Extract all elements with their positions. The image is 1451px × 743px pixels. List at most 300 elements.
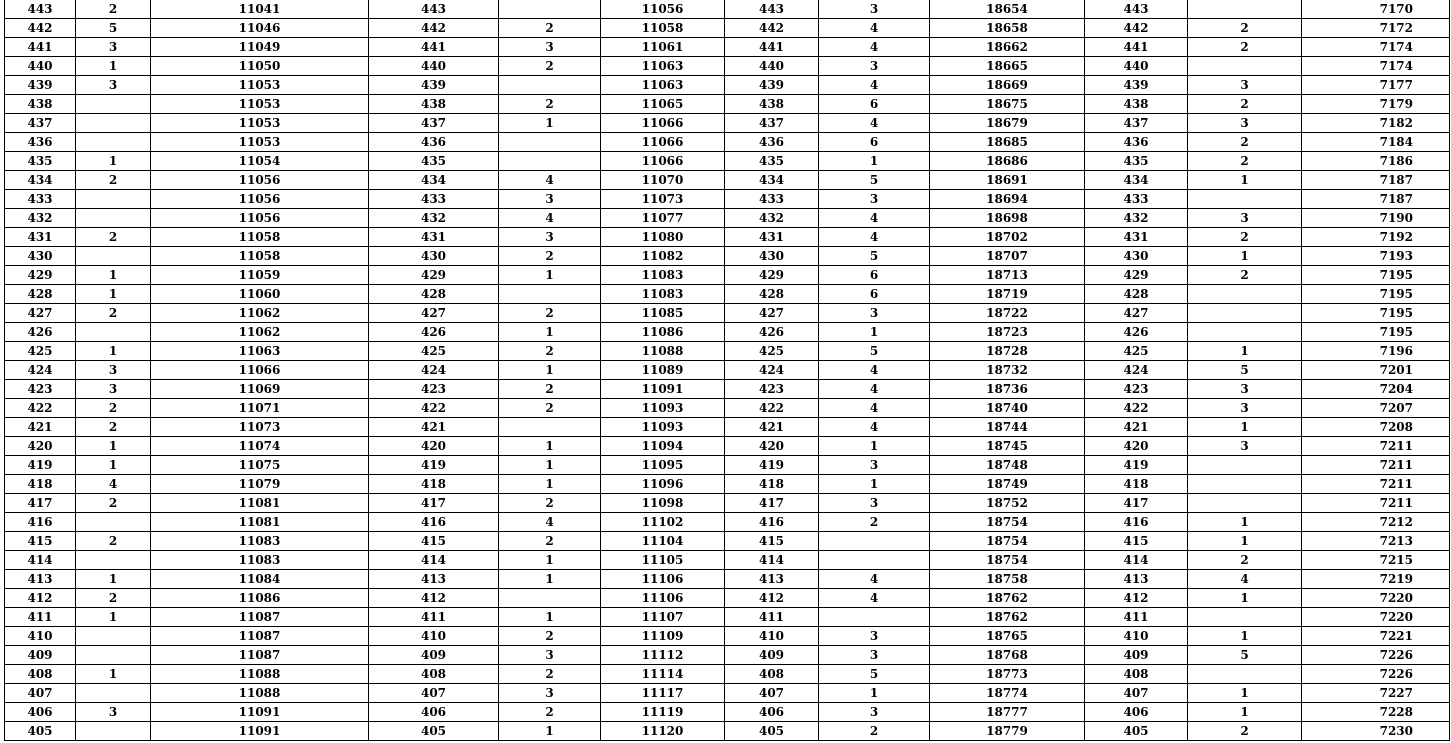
score-cell[interactable]: 414: [725, 551, 819, 570]
count-cell[interactable]: 1: [819, 323, 930, 342]
score-cell[interactable]: 417: [5, 494, 76, 513]
count-cell[interactable]: 1: [76, 665, 151, 684]
score-cell[interactable]: 437: [725, 114, 819, 133]
score-cell[interactable]: 422: [1085, 399, 1188, 418]
cumulative-cell[interactable]: 7195: [1302, 304, 1450, 323]
score-cell[interactable]: 432: [1085, 209, 1188, 228]
count-cell[interactable]: [76, 513, 151, 532]
cumulative-cell[interactable]: 7187: [1302, 190, 1450, 209]
cumulative-cell[interactable]: 18736: [930, 380, 1085, 399]
cumulative-cell[interactable]: 11107: [601, 608, 725, 627]
score-cell[interactable]: 405: [369, 722, 499, 741]
count-cell[interactable]: [76, 646, 151, 665]
count-cell[interactable]: 5: [819, 665, 930, 684]
cumulative-cell[interactable]: 11080: [601, 228, 725, 247]
score-cell[interactable]: 421: [1085, 418, 1188, 437]
score-cell[interactable]: 405: [5, 722, 76, 741]
score-cell[interactable]: 425: [5, 342, 76, 361]
count-cell[interactable]: 1: [76, 570, 151, 589]
score-cell[interactable]: 443: [1085, 0, 1188, 19]
cumulative-cell[interactable]: 11060: [151, 285, 369, 304]
cumulative-cell[interactable]: 18748: [930, 456, 1085, 475]
cumulative-cell[interactable]: 18698: [930, 209, 1085, 228]
score-cell[interactable]: 427: [1085, 304, 1188, 323]
cumulative-cell[interactable]: 11079: [151, 475, 369, 494]
score-cell[interactable]: 432: [369, 209, 499, 228]
count-cell[interactable]: 1: [1188, 171, 1302, 190]
cumulative-cell[interactable]: 11120: [601, 722, 725, 741]
count-cell[interactable]: 3: [499, 646, 601, 665]
cumulative-cell[interactable]: 18691: [930, 171, 1085, 190]
score-cell[interactable]: 414: [369, 551, 499, 570]
count-cell[interactable]: [1188, 456, 1302, 475]
score-cell[interactable]: 436: [5, 133, 76, 152]
count-cell[interactable]: [499, 285, 601, 304]
score-cell[interactable]: 424: [369, 361, 499, 380]
score-cell[interactable]: 409: [1085, 646, 1188, 665]
cumulative-cell[interactable]: 11096: [601, 475, 725, 494]
cumulative-cell[interactable]: 7211: [1302, 475, 1450, 494]
cumulative-cell[interactable]: 18754: [930, 513, 1085, 532]
cumulative-cell[interactable]: 7193: [1302, 247, 1450, 266]
count-cell[interactable]: 2: [1188, 95, 1302, 114]
cumulative-cell[interactable]: 11086: [151, 589, 369, 608]
score-cell[interactable]: 418: [725, 475, 819, 494]
count-cell[interactable]: 3: [76, 76, 151, 95]
score-cell[interactable]: 439: [725, 76, 819, 95]
cumulative-cell[interactable]: 11061: [601, 38, 725, 57]
score-cell[interactable]: 421: [369, 418, 499, 437]
count-cell[interactable]: 2: [499, 494, 601, 513]
score-cell[interactable]: 440: [5, 57, 76, 76]
score-cell[interactable]: 417: [725, 494, 819, 513]
score-cell[interactable]: 442: [725, 19, 819, 38]
score-cell[interactable]: 435: [1085, 152, 1188, 171]
score-cell[interactable]: 426: [725, 323, 819, 342]
score-cell[interactable]: 437: [5, 114, 76, 133]
cumulative-cell[interactable]: 11112: [601, 646, 725, 665]
score-cell[interactable]: 410: [5, 627, 76, 646]
cumulative-cell[interactable]: 18758: [930, 570, 1085, 589]
count-cell[interactable]: [76, 114, 151, 133]
cumulative-cell[interactable]: 18702: [930, 228, 1085, 247]
count-cell[interactable]: 2: [499, 380, 601, 399]
cumulative-cell[interactable]: 11085: [601, 304, 725, 323]
count-cell[interactable]: [76, 684, 151, 703]
count-cell[interactable]: 5: [1188, 646, 1302, 665]
count-cell[interactable]: 1: [76, 266, 151, 285]
cumulative-cell[interactable]: 11083: [151, 551, 369, 570]
count-cell[interactable]: 4: [819, 589, 930, 608]
cumulative-cell[interactable]: 11049: [151, 38, 369, 57]
score-cell[interactable]: 421: [5, 418, 76, 437]
count-cell[interactable]: 2: [1188, 722, 1302, 741]
cumulative-cell[interactable]: 7182: [1302, 114, 1450, 133]
count-cell[interactable]: 5: [819, 247, 930, 266]
cumulative-cell[interactable]: 18779: [930, 722, 1085, 741]
score-cell[interactable]: 427: [369, 304, 499, 323]
count-cell[interactable]: 5: [1188, 361, 1302, 380]
count-cell[interactable]: 4: [819, 114, 930, 133]
score-cell[interactable]: 412: [725, 589, 819, 608]
score-cell[interactable]: 442: [1085, 19, 1188, 38]
cumulative-cell[interactable]: 11063: [151, 342, 369, 361]
count-cell[interactable]: 2: [499, 532, 601, 551]
cumulative-cell[interactable]: 7226: [1302, 646, 1450, 665]
score-cell[interactable]: 429: [5, 266, 76, 285]
count-cell[interactable]: 4: [819, 228, 930, 247]
score-cell[interactable]: 433: [5, 190, 76, 209]
score-cell[interactable]: 412: [1085, 589, 1188, 608]
cumulative-cell[interactable]: 11056: [151, 190, 369, 209]
cumulative-cell[interactable]: 18713: [930, 266, 1085, 285]
score-cell[interactable]: 417: [1085, 494, 1188, 513]
count-cell[interactable]: 2: [1188, 152, 1302, 171]
score-cell[interactable]: 408: [5, 665, 76, 684]
score-cell[interactable]: 413: [5, 570, 76, 589]
score-cell[interactable]: 416: [1085, 513, 1188, 532]
cumulative-cell[interactable]: 7211: [1302, 456, 1450, 475]
score-cell[interactable]: 411: [725, 608, 819, 627]
score-cell[interactable]: 438: [369, 95, 499, 114]
score-cell[interactable]: 426: [5, 323, 76, 342]
count-cell[interactable]: 3: [76, 361, 151, 380]
cumulative-cell[interactable]: 7212: [1302, 513, 1450, 532]
cumulative-cell[interactable]: 11094: [601, 437, 725, 456]
count-cell[interactable]: [499, 418, 601, 437]
cumulative-cell[interactable]: 11095: [601, 456, 725, 475]
cumulative-cell[interactable]: 7184: [1302, 133, 1450, 152]
count-cell[interactable]: 5: [819, 171, 930, 190]
cumulative-cell[interactable]: 11063: [601, 76, 725, 95]
count-cell[interactable]: 1: [1188, 627, 1302, 646]
count-cell[interactable]: 4: [1188, 570, 1302, 589]
count-cell[interactable]: 3: [499, 190, 601, 209]
cumulative-cell[interactable]: 18665: [930, 57, 1085, 76]
count-cell[interactable]: [76, 95, 151, 114]
count-cell[interactable]: 2: [1188, 133, 1302, 152]
cumulative-cell[interactable]: 11106: [601, 589, 725, 608]
cumulative-cell[interactable]: 7213: [1302, 532, 1450, 551]
score-cell[interactable]: 422: [5, 399, 76, 418]
count-cell[interactable]: 4: [819, 380, 930, 399]
cumulative-cell[interactable]: 7190: [1302, 209, 1450, 228]
score-cell[interactable]: 425: [369, 342, 499, 361]
count-cell[interactable]: 2: [76, 399, 151, 418]
cumulative-cell[interactable]: 11054: [151, 152, 369, 171]
cumulative-cell[interactable]: 7172: [1302, 19, 1450, 38]
count-cell[interactable]: 1: [76, 285, 151, 304]
score-cell[interactable]: 434: [369, 171, 499, 190]
score-cell[interactable]: 408: [1085, 665, 1188, 684]
score-cell[interactable]: 431: [725, 228, 819, 247]
score-cell[interactable]: 440: [725, 57, 819, 76]
score-cell[interactable]: 415: [369, 532, 499, 551]
count-cell[interactable]: 3: [819, 456, 930, 475]
score-cell[interactable]: 438: [5, 95, 76, 114]
cumulative-cell[interactable]: 18744: [930, 418, 1085, 437]
cumulative-cell[interactable]: 18773: [930, 665, 1085, 684]
score-cell[interactable]: 423: [369, 380, 499, 399]
cumulative-cell[interactable]: 11083: [601, 266, 725, 285]
cumulative-cell[interactable]: 7208: [1302, 418, 1450, 437]
cumulative-cell[interactable]: 18728: [930, 342, 1085, 361]
count-cell[interactable]: [1188, 494, 1302, 513]
score-cell[interactable]: 406: [725, 703, 819, 722]
cumulative-cell[interactable]: 7177: [1302, 76, 1450, 95]
cumulative-cell[interactable]: 11106: [601, 570, 725, 589]
score-cell[interactable]: 418: [369, 475, 499, 494]
cumulative-cell[interactable]: 11117: [601, 684, 725, 703]
count-cell[interactable]: 3: [76, 380, 151, 399]
count-cell[interactable]: [1188, 323, 1302, 342]
count-cell[interactable]: 3: [819, 646, 930, 665]
score-cell[interactable]: 436: [1085, 133, 1188, 152]
cumulative-cell[interactable]: 11093: [601, 399, 725, 418]
cumulative-cell[interactable]: 18754: [930, 532, 1085, 551]
cumulative-cell[interactable]: 18722: [930, 304, 1085, 323]
score-cell[interactable]: 422: [725, 399, 819, 418]
count-cell[interactable]: 2: [499, 247, 601, 266]
score-cell[interactable]: 431: [5, 228, 76, 247]
count-cell[interactable]: [76, 133, 151, 152]
cumulative-cell[interactable]: 7195: [1302, 285, 1450, 304]
cumulative-cell[interactable]: 11089: [601, 361, 725, 380]
count-cell[interactable]: 1: [1188, 247, 1302, 266]
count-cell[interactable]: 1: [76, 342, 151, 361]
score-cell[interactable]: 432: [725, 209, 819, 228]
cumulative-cell[interactable]: 11102: [601, 513, 725, 532]
score-cell[interactable]: 436: [369, 133, 499, 152]
cumulative-cell[interactable]: 18662: [930, 38, 1085, 57]
score-cell[interactable]: 415: [725, 532, 819, 551]
count-cell[interactable]: 2: [499, 19, 601, 38]
score-cell[interactable]: 419: [369, 456, 499, 475]
cumulative-cell[interactable]: 11053: [151, 133, 369, 152]
count-cell[interactable]: [1188, 304, 1302, 323]
count-cell[interactable]: 6: [819, 266, 930, 285]
count-cell[interactable]: 2: [499, 304, 601, 323]
score-cell[interactable]: 433: [725, 190, 819, 209]
count-cell[interactable]: 1: [819, 684, 930, 703]
cumulative-cell[interactable]: 11066: [601, 133, 725, 152]
count-cell[interactable]: 3: [76, 38, 151, 57]
count-cell[interactable]: 1: [499, 266, 601, 285]
score-cell[interactable]: 442: [5, 19, 76, 38]
cumulative-cell[interactable]: 18777: [930, 703, 1085, 722]
count-cell[interactable]: 1: [76, 608, 151, 627]
count-cell[interactable]: [1188, 475, 1302, 494]
cumulative-cell[interactable]: 11093: [601, 418, 725, 437]
score-cell[interactable]: 443: [725, 0, 819, 19]
score-cell[interactable]: 439: [5, 76, 76, 95]
cumulative-cell[interactable]: 11081: [151, 513, 369, 532]
cumulative-cell[interactable]: 18740: [930, 399, 1085, 418]
cumulative-cell[interactable]: 7179: [1302, 95, 1450, 114]
score-cell[interactable]: 419: [1085, 456, 1188, 475]
cumulative-cell[interactable]: 18719: [930, 285, 1085, 304]
count-cell[interactable]: 3: [1188, 209, 1302, 228]
cumulative-cell[interactable]: 18669: [930, 76, 1085, 95]
count-cell[interactable]: 6: [819, 133, 930, 152]
cumulative-cell[interactable]: 18752: [930, 494, 1085, 513]
score-cell[interactable]: 428: [1085, 285, 1188, 304]
count-cell[interactable]: 1: [499, 323, 601, 342]
count-cell[interactable]: 1: [499, 551, 601, 570]
score-cell[interactable]: 443: [369, 0, 499, 19]
score-cell[interactable]: 406: [5, 703, 76, 722]
count-cell[interactable]: 1: [499, 456, 601, 475]
count-cell[interactable]: 2: [76, 418, 151, 437]
cumulative-cell[interactable]: 18762: [930, 608, 1085, 627]
count-cell[interactable]: 3: [819, 627, 930, 646]
count-cell[interactable]: 3: [1188, 399, 1302, 418]
score-cell[interactable]: 435: [5, 152, 76, 171]
score-cell[interactable]: 415: [1085, 532, 1188, 551]
score-cell[interactable]: 413: [369, 570, 499, 589]
cumulative-cell[interactable]: 18774: [930, 684, 1085, 703]
cumulative-cell[interactable]: 11098: [601, 494, 725, 513]
score-cell[interactable]: 431: [369, 228, 499, 247]
score-cell[interactable]: 435: [369, 152, 499, 171]
score-cell[interactable]: 418: [1085, 475, 1188, 494]
count-cell[interactable]: 1: [499, 608, 601, 627]
cumulative-cell[interactable]: 11074: [151, 437, 369, 456]
count-cell[interactable]: 5: [76, 19, 151, 38]
cumulative-cell[interactable]: 11062: [151, 323, 369, 342]
count-cell[interactable]: 2: [76, 494, 151, 513]
cumulative-cell[interactable]: 7204: [1302, 380, 1450, 399]
cumulative-cell[interactable]: 11062: [151, 304, 369, 323]
count-cell[interactable]: [76, 190, 151, 209]
score-cell[interactable]: 429: [369, 266, 499, 285]
score-cell[interactable]: 441: [5, 38, 76, 57]
count-cell[interactable]: 2: [1188, 551, 1302, 570]
score-cell[interactable]: 419: [725, 456, 819, 475]
score-cell[interactable]: 441: [725, 38, 819, 57]
count-cell[interactable]: 2: [499, 342, 601, 361]
score-cell[interactable]: 420: [1085, 437, 1188, 456]
count-cell[interactable]: [1188, 285, 1302, 304]
cumulative-cell[interactable]: 11083: [601, 285, 725, 304]
count-cell[interactable]: 1: [499, 114, 601, 133]
count-cell[interactable]: 3: [819, 190, 930, 209]
cumulative-cell[interactable]: 7186: [1302, 152, 1450, 171]
count-cell[interactable]: [76, 323, 151, 342]
count-cell[interactable]: [499, 0, 601, 19]
score-cell[interactable]: 433: [1085, 190, 1188, 209]
count-cell[interactable]: 2: [819, 722, 930, 741]
cumulative-cell[interactable]: 11056: [151, 171, 369, 190]
score-cell[interactable]: 420: [5, 437, 76, 456]
count-cell[interactable]: 3: [499, 228, 601, 247]
cumulative-cell[interactable]: 7226: [1302, 665, 1450, 684]
score-cell[interactable]: 440: [369, 57, 499, 76]
count-cell[interactable]: 1: [1188, 703, 1302, 722]
score-cell[interactable]: 428: [5, 285, 76, 304]
cumulative-cell[interactable]: 7211: [1302, 437, 1450, 456]
count-cell[interactable]: 2: [76, 171, 151, 190]
count-cell[interactable]: 1: [499, 570, 601, 589]
cumulative-cell[interactable]: 11091: [601, 380, 725, 399]
cumulative-cell[interactable]: 7220: [1302, 589, 1450, 608]
cumulative-cell[interactable]: 7174: [1302, 38, 1450, 57]
count-cell[interactable]: [499, 589, 601, 608]
score-cell[interactable]: 423: [1085, 380, 1188, 399]
count-cell[interactable]: 1: [499, 475, 601, 494]
count-cell[interactable]: 4: [819, 399, 930, 418]
cumulative-cell[interactable]: 7215: [1302, 551, 1450, 570]
count-cell[interactable]: [1188, 608, 1302, 627]
count-cell[interactable]: 1: [499, 437, 601, 456]
cumulative-cell[interactable]: 18707: [930, 247, 1085, 266]
count-cell[interactable]: [499, 152, 601, 171]
count-cell[interactable]: [1188, 0, 1302, 19]
cumulative-cell[interactable]: 11119: [601, 703, 725, 722]
count-cell[interactable]: 1: [76, 456, 151, 475]
score-cell[interactable]: 408: [725, 665, 819, 684]
cumulative-cell[interactable]: 18762: [930, 589, 1085, 608]
count-cell[interactable]: 2: [76, 589, 151, 608]
count-cell[interactable]: [1188, 190, 1302, 209]
cumulative-cell[interactable]: 11066: [601, 114, 725, 133]
score-cell[interactable]: 413: [1085, 570, 1188, 589]
cumulative-cell[interactable]: 11075: [151, 456, 369, 475]
score-cell[interactable]: 410: [369, 627, 499, 646]
cumulative-cell[interactable]: 11084: [151, 570, 369, 589]
count-cell[interactable]: 2: [1188, 38, 1302, 57]
cumulative-cell[interactable]: 11087: [151, 646, 369, 665]
cumulative-cell[interactable]: 11073: [601, 190, 725, 209]
score-cell[interactable]: 413: [725, 570, 819, 589]
cumulative-cell[interactable]: 18685: [930, 133, 1085, 152]
cumulative-cell[interactable]: 11073: [151, 418, 369, 437]
cumulative-cell[interactable]: 7196: [1302, 342, 1450, 361]
score-cell[interactable]: 416: [369, 513, 499, 532]
count-cell[interactable]: [499, 133, 601, 152]
score-cell[interactable]: 426: [1085, 323, 1188, 342]
count-cell[interactable]: [76, 551, 151, 570]
cumulative-cell[interactable]: 7219: [1302, 570, 1450, 589]
score-cell[interactable]: 416: [725, 513, 819, 532]
count-cell[interactable]: 4: [819, 76, 930, 95]
count-cell[interactable]: 4: [819, 38, 930, 57]
cumulative-cell[interactable]: 7207: [1302, 399, 1450, 418]
count-cell[interactable]: [1188, 665, 1302, 684]
count-cell[interactable]: 3: [819, 0, 930, 19]
score-cell[interactable]: 441: [369, 38, 499, 57]
cumulative-cell[interactable]: 7195: [1302, 266, 1450, 285]
cumulative-cell[interactable]: 11058: [151, 228, 369, 247]
score-cell[interactable]: 421: [725, 418, 819, 437]
cumulative-cell[interactable]: 11077: [601, 209, 725, 228]
cumulative-cell[interactable]: 7187: [1302, 171, 1450, 190]
count-cell[interactable]: 1: [499, 722, 601, 741]
count-cell[interactable]: 3: [1188, 437, 1302, 456]
score-cell[interactable]: 442: [369, 19, 499, 38]
score-cell[interactable]: 438: [725, 95, 819, 114]
count-cell[interactable]: 2: [819, 513, 930, 532]
cumulative-cell[interactable]: 18723: [930, 323, 1085, 342]
score-cell[interactable]: 427: [725, 304, 819, 323]
count-cell[interactable]: 6: [819, 95, 930, 114]
score-cell[interactable]: 434: [5, 171, 76, 190]
count-cell[interactable]: [76, 247, 151, 266]
count-cell[interactable]: 2: [499, 703, 601, 722]
count-cell[interactable]: 4: [819, 19, 930, 38]
count-cell[interactable]: 1: [1188, 532, 1302, 551]
count-cell[interactable]: 4: [819, 361, 930, 380]
